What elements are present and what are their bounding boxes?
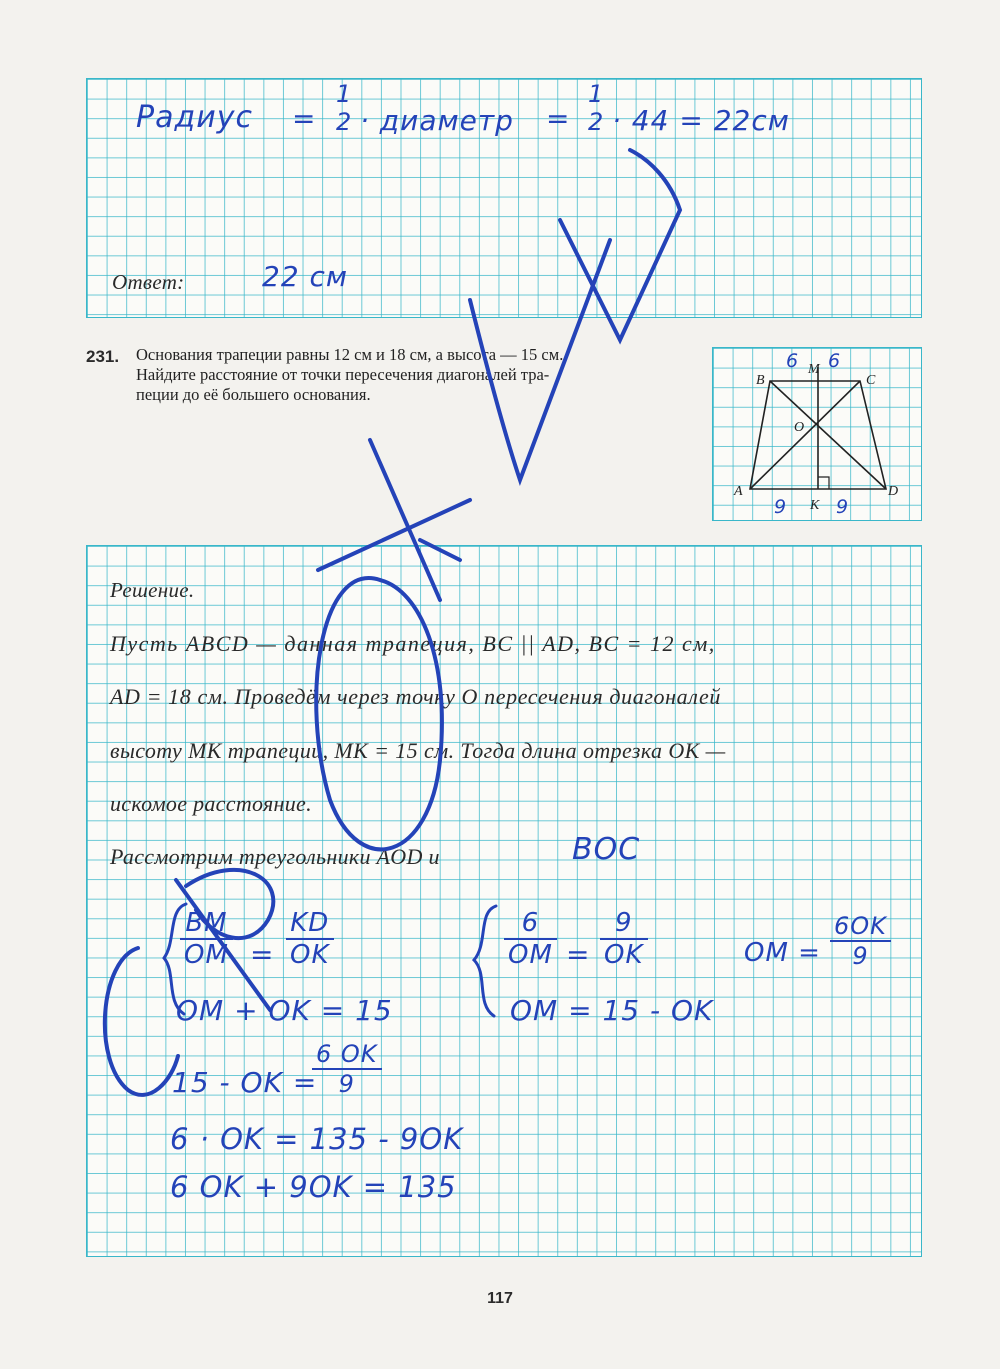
hw-step1-den: 9 (338, 1070, 355, 1098)
hw-sys2-a-num: 6 (504, 908, 557, 940)
hw-step1-frac (312, 1040, 382, 1098)
hw-half-den-2: 2 (588, 108, 605, 136)
label-m: M (808, 362, 820, 377)
hw-om-frac (830, 912, 891, 970)
hw-mc-length: 6 (828, 350, 841, 372)
hw-half-fraction-2 (584, 80, 608, 136)
hw-half-fraction-1 (332, 80, 356, 136)
problem-line-2: Найдите расстояние от точки пересечения диагоналей тра- (136, 365, 550, 384)
page-number: 117 (487, 1290, 513, 1307)
hw-radius-word: Радиус (136, 100, 253, 135)
problem-statement (136, 345, 706, 405)
label-o: O (794, 420, 805, 435)
hw-diameter: · диаметр (360, 104, 514, 137)
solution-line-3: высоту MK трапеции, MK = 15 см. Тогда длина отрезка OK — (110, 738, 726, 763)
hw-ak-length: 9 (774, 496, 787, 518)
label-a: A (734, 484, 743, 499)
hw-eq1: = (292, 102, 317, 135)
label-c: C (866, 373, 876, 388)
hw-sys2-eq: = (566, 938, 591, 971)
hw-sys1-b-den: OK (290, 940, 330, 970)
right-angle-mark (818, 477, 829, 489)
solution-line-1: Пусть ABCD — данная трапеция, BC || AD, BC = 12 см, (110, 631, 716, 656)
consider-line: Рассмотрим треугольники AOD и (110, 844, 440, 869)
label-k: K (810, 498, 820, 513)
diagonal-bd (770, 381, 886, 489)
hw-sys2-a-den: OM (508, 940, 553, 970)
hw-half-num-2: 1 (588, 80, 605, 108)
problem-number: 231. (86, 347, 120, 366)
hw-eq2: = (546, 102, 571, 135)
hw-sys1-a-den: OM (184, 940, 229, 970)
solution-heading: Решение. (110, 578, 195, 602)
hw-sys2-frac-b (600, 908, 648, 970)
hw-sys2-line2: OM = 15 - OK (510, 994, 714, 1027)
answer-label: Ответ: (112, 270, 185, 294)
hw-half-den-1: 2 (336, 108, 353, 136)
hw-step3: 6 OK + 9OK = 135 (170, 1170, 457, 1204)
problem-line-3: пеции до её большего основания. (136, 385, 371, 404)
hw-answer-value: 22 см (262, 260, 349, 293)
label-b: B (756, 373, 765, 388)
hw-consider-boc: BOC (572, 832, 641, 867)
hw-om-den: 9 (852, 942, 869, 970)
hw-step1-lhs: 15 - OK = (172, 1066, 318, 1099)
hw-sys2-b-num: 9 (600, 908, 648, 940)
solution-line-4: искомое расстояние. (110, 791, 312, 816)
hw-bm-length: 6 (786, 350, 799, 372)
hw-om-num: 6OK (830, 912, 891, 942)
hw-sys1-a-num: BM (180, 908, 233, 940)
hw-step1-num: 6 OK (312, 1040, 382, 1070)
hw-sys1-line2: OM + OK = 15 (176, 994, 393, 1027)
hw-sys2-frac-a (504, 908, 557, 970)
solution-line-2: AD = 18 см. Проведём через точку O пересечения диагоналей (110, 684, 721, 709)
hw-calc: · 44 = 22см (612, 104, 790, 137)
hw-om-lhs: OM = (744, 938, 821, 968)
problem-line-1: Основания трапеции равны 12 см и 18 см, а высота — 15 см. (136, 345, 564, 364)
hw-sys1-frac-b (286, 908, 334, 970)
hw-sys1-b-num: KD (286, 908, 334, 940)
hw-sys1-eq: = (250, 938, 275, 971)
hw-kd-length: 9 (836, 496, 849, 518)
trapezoid-figure (712, 347, 922, 521)
hw-sys1-frac-a (180, 908, 233, 970)
label-d: D (888, 484, 899, 499)
hw-half-num-1: 1 (336, 80, 353, 108)
hw-step2: 6 · OK = 135 - 9OK (170, 1122, 464, 1156)
hw-sys2-b-den: OK (604, 940, 644, 970)
